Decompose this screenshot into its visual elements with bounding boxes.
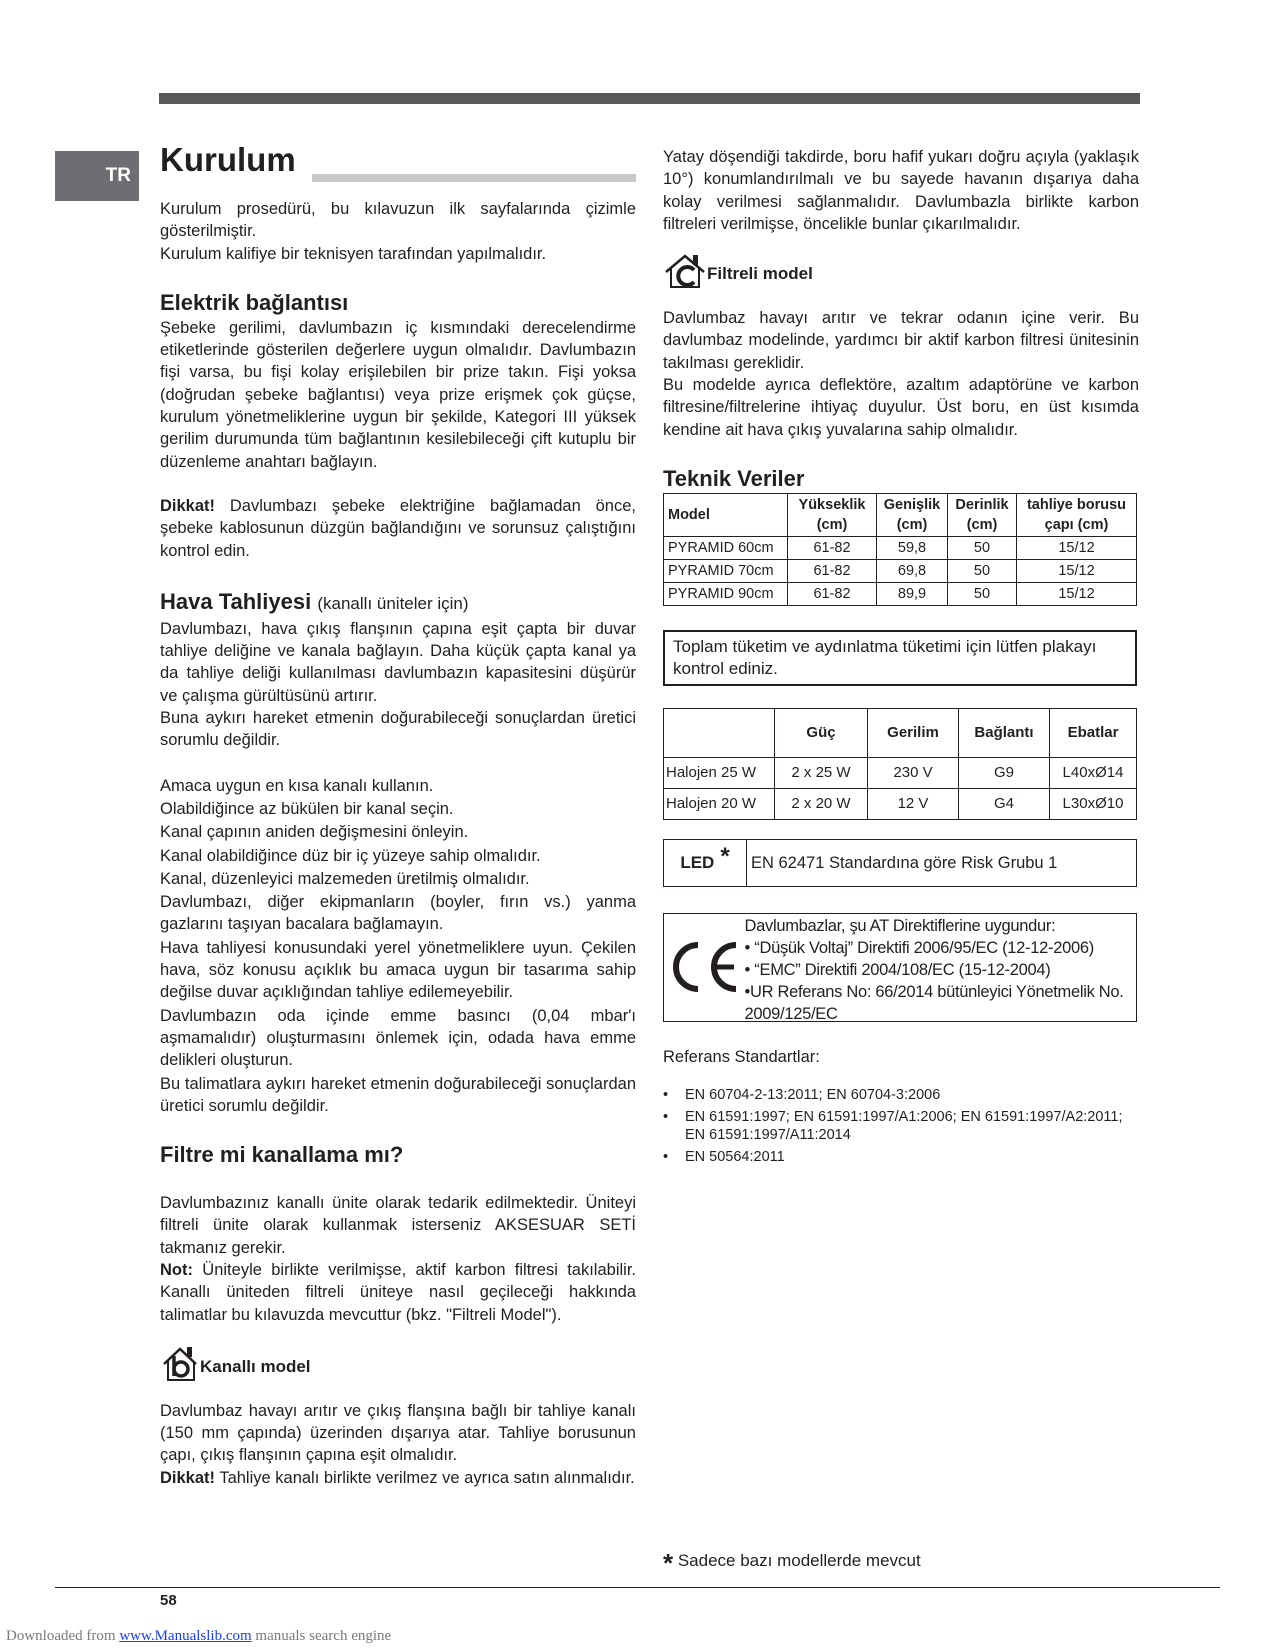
note-label: Not: [160,1260,193,1279]
intro-text-2: Kurulum kalifiye bir teknisyen tarafından yapılmalıdır. [160,244,547,263]
asterisk-icon: * [663,1548,674,1578]
led-risk-text: EN 62471 Standardına göre Risk Grubu 1 [751,853,1058,872]
table-row: PYRAMID 60cm 61-82 59,8 50 15/12 [664,536,1137,559]
right-column [663,146,1139,1170]
title-underline [312,174,636,182]
plate-note-box: Toplam tüketim ve aydınlatma tüketimi için lütfen plakayı kontrol ediniz. [663,630,1137,686]
air-text-2: Buna aykırı hareket etmenin doğurabileceği sonuçlardan üretici sorumlu değildir. [160,709,636,750]
warning-text: Davlumbazı şebeke elektriğine bağlamadan önce, şebeke kablosunun düzgün bağlandığını ve sorunsuz çalıştığını kontrol edin. [160,496,636,560]
led-label-cell: LED * [664,840,747,886]
manualslib-link[interactable]: www.Manualslib.com [119,1628,252,1644]
download-footer: Downloaded from www.Manualslib.com manuals search engine [6,1628,392,1644]
footnote: * Sadece bazı modellerde mevcut [663,1548,921,1578]
air-bullet-item: Davlumbazın oda içinde emme basıncı (0,04 mbar'ı aşmamalıdır) oluşturmasını önlemek için, odada hava emme delikleri oluşturun. [160,1006,636,1070]
electrical-text: Şebeke gerilimi, davlumbazın iç kısmındaki derecelendirme etiketlerinde gösterilen değerlere uygun olmalıdır. Davlumbazın fişi varsa, bu fişi kolay erişilebilen bir prize takın. Fişi yoksa (doğrudan şebeke bağlantısı) veya prize erişmek çok güçse, kurulum yönetmeliklerine uygun bir şekilde, Kategori III yüksek gerilim durumunda tüm bağlantının kesilebileceği çift kutuplu bir düzenleme anahtarı bağlayın. [160,318,636,471]
air-text-1: Davlumbazı, hava çıkış flanşının çapına eşit çapta bir duvar tahliye deliğine ve kanala bağlayın. Daha küçük çapta kanal ya da tahliye deliği kullanılması davlumbazın kapasitesini düşürür ve çalışma gürültüsünü artırır. [160,619,636,705]
ducted-model-label: Kanallı model [200,1356,311,1376]
technical-data-heading: Teknik Veriler [663,465,805,491]
list-item: • EN 61591:1997; EN 61591:1997/A1:2006; EN 61591:1997/A2:2011; EN 61591:1997/A11:2014 [663,1108,1139,1144]
air-bullet-item: Kanal olabildiğince düz bir iç yüzeye sahip olmalıdır. [160,846,541,865]
filter-or-duct-heading: Filtre mi kanallama mı? [160,1142,404,1168]
left-column [160,140,636,1489]
list-item: • EN 50564:2011 [663,1148,1139,1166]
ce-text: Davlumbazlar, şu AT Direktiflerine uygundur: • “Düşük Voltaj” Direktifi 2006/95/EC (12-12-2006) • “EMC” Direktifi 2004/108/EC (15-12-2004) •UR Referans No: 66/2014 bütünleyici Yönetmelik No. 2009/125/EC [744,916,1124,1023]
air-bullet-item: Davlumbazı, diğer ekipmanların (boyler, fırın vs.) yanma gazlarını taşıyan bacalara bağlamayın. [160,893,636,934]
led-risk-box [663,839,1137,887]
warning-label: Dikkat! [160,496,216,515]
horizontal-pipe-text: Yatay döşendiği takdirde, boru hafif yukarı doğru açıyla (yaklaşık 10°) konumlandırılmalı ve bu sayede havanın dışarıya daha kolay verilmesi sağlanmalıdır. Davlumbazla birlikte karbon filtreleri verilmişse, öncelikle bunlar çıkarılmalıdır. [663,148,1139,233]
air-heading [160,588,636,618]
note-text: Üniteyle birlikte verilmişse, aktif karbon filtresi takılabilir. Kanallı üniteden filtreli üniteye nasıl geçileceği hakkında talimatlar bu kılavuzda mevcuttur (bkz. "Filtreli Model"). [160,1260,636,1324]
header-bar [159,93,1140,104]
reference-standards-list [663,1086,1139,1166]
air-bullet-item: Kanal çapının aniden değişmesini önleyin. [160,823,469,842]
intro-text-1: Kurulum prosedürü, bu kılavuzun ilk sayfalarında çizimle gösterilmiştir. [160,200,636,241]
air-bullet-item: Olabildiğince az bükülen bir kanal seçin. [160,799,454,818]
reference-standards-title: Referans Standartlar: [663,1047,820,1066]
filter-model-text-2: Bu modelde ayrıca deflektöre, azaltım adaptörüne ve karbon filtresine/filtrelerine ihtiyaç duyulur. Üst boru, en üst kısımda kendine ait hava çıkış yuvalarına sahip olmalıdır. [663,376,1139,439]
table-header-row: Model Yükseklik (cm) Genişlik (cm) Derinlik (cm) tahliye borusu çapı (cm) [664,493,1137,536]
air-heading-title: Hava Tahliyesi [160,588,312,614]
filter-model-text-1: Davlumbaz havayı arıtır ve tekrar odanın içine verir. Bu davlumbaz modelinde, yardımcı bir aktif karbon filtresi ünitesinin takılması gereklidir. [663,309,1139,372]
filter-note [160,1259,636,1326]
page-number: 58 [160,1592,177,1609]
asterisk-icon: * [720,842,730,870]
list-item: • EN 60704-2-13:2011; EN 60704-3:2006 [663,1086,1139,1104]
footer-divider [55,1587,1220,1588]
ducted-warning-label: Dikkat! [160,1468,216,1487]
filter-model-label: Filtreli model [707,263,813,283]
ce-compliance-box [663,913,1137,1022]
air-bullet-item: Kanal, düzenleyici malzemeden üretilmiş olmalıdır. [160,869,530,888]
filter-model-heading [663,251,1139,291]
page-title: Kurulum [160,141,296,178]
technical-data-table [663,493,1137,606]
air-bullet-item: Amaca uygun en kısa kanalı kullanın. [160,776,434,795]
table-row: PYRAMID 90cm 61-82 89,9 50 15/12 [664,582,1137,605]
table-row: Halojen 20 W 2 x 20 W 12 V G4 L30xØ10 [664,788,1137,819]
electrical-warning [160,495,636,562]
air-bullet-item: Bu talimatlara aykırı hareket etmenin doğurabileceği sonuçlardan üretici sorumlu değildir. [160,1074,636,1115]
air-bullets [160,774,636,1117]
ducted-warning-text: Tahliye kanalı birlikte verilmez ve ayrıca satın alınmalıdır. [215,1468,635,1487]
lamp-table [663,708,1137,820]
ducted-warning [160,1467,636,1489]
ce-mark-icon [664,914,745,1021]
ducted-model-icon [160,1344,200,1384]
table-header-row: Güç Gerilim Bağlantı Ebatlar [664,708,1137,757]
electrical-heading: Elektrik bağlantısı [160,289,349,315]
table-row: Halojen 25 W 2 x 25 W 230 V G9 L40xØ14 [664,757,1137,788]
filter-text-1: Davlumbazınız kanallı ünite olarak tedarik edilmektedir. Üniteyi filtreli ünite olarak kullanmak isterseniz AKSESUAR SETİ takmanız gerekir. [160,1194,636,1257]
ducted-text: Davlumbaz havayı arıtır ve çıkış flanşına bağlı bir tahliye kanalı (150 mm çapında) üzerinden dışarıya atar. Tahliye borusunun çapı, çıkış flanşının çapına eşit olmalıdır. [160,1401,636,1465]
air-bullet-item: Hava tahliyesi konusundaki yerel yönetmeliklere uyun. Çekilen hava, söz konusu açıklık bu amaca uygun bir tasarıma sahip değilse duvar açıklığından tahliye edilemeyebilir. [160,938,636,1002]
ducted-model-heading [160,1344,636,1384]
air-heading-sub: (kanallı üniteler için) [317,593,469,613]
language-tab: TR [55,151,139,201]
table-row: PYRAMID 70cm 61-82 69,8 50 15/12 [664,559,1137,582]
filter-model-icon [663,251,707,291]
